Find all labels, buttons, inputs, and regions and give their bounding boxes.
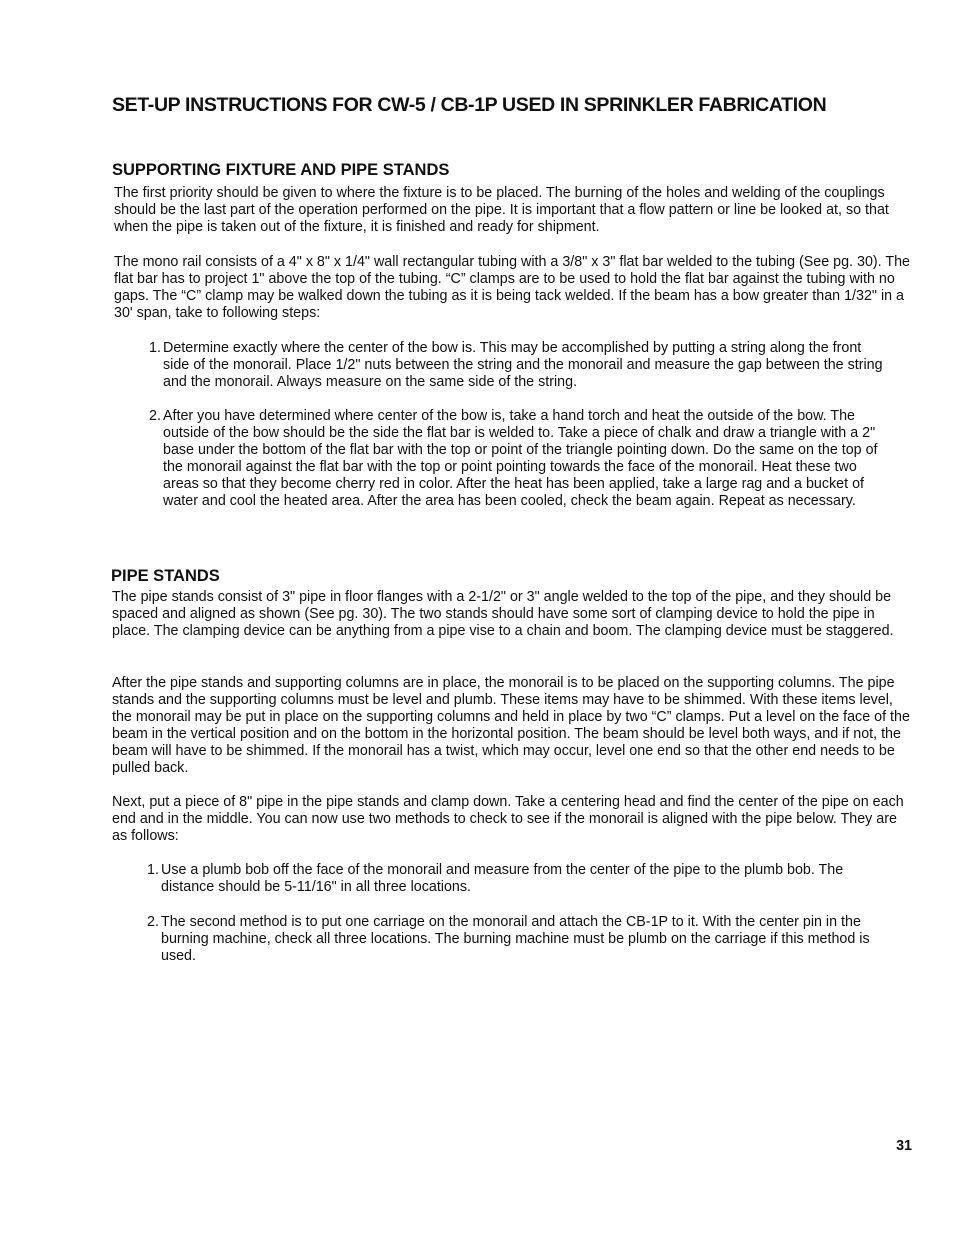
paragraph-pipe-stands-consist: The pipe stands consist of 3" pipe in floor flanges with a 2-1/2" or 3" angle welded to the top of the pipe, and they should be spaced and aligned as shown (See pg. 30). The two stands should have some sort of clamping device to hold the pipe in place. The clamping device can be anything from a pipe vise to a chain and boom. The clamping device must be staggered. bbox=[112, 589, 894, 640]
list-item-number: 1. bbox=[147, 862, 159, 878]
list-item-step-2-heat bbox=[149, 408, 887, 511]
list-item-text: After you have determined where center of the bow is, take a hand torch and heat the outside of the bow. The outside of the bow should be the side the flat bar is welded to. Take a piece of chalk and draw a triangle with a 2" base under the bottom of the flat bar with the top or point of the triangle pointing down. Do the same on the top of the monorail against the flat bar with the top or point pointing towards the face of the monorail. Heat these two areas so that they become cherry red in color. After the heat has been applied, take a large rag and a bucket of water and cool the heated area. After the area has been cooled, check the beam again. Repeat as necessary. bbox=[163, 408, 878, 510]
paragraph-next-8-inch-pipe: Next, put a piece of 8" pipe in the pipe stands and clamp down. Take a centering head and find the center of the pipe on each end and in the middle. You can now use two methods to check to see if the monorail is aligned with the pipe below. They are as follows: bbox=[112, 794, 904, 845]
list-item-step-1-bow bbox=[149, 340, 887, 391]
list-item-step-1-plumb-bob bbox=[147, 862, 891, 896]
page-title: SET-UP INSTRUCTIONS FOR CW-5 / CB-1P USED IN SPRINKLER FABRICATION bbox=[112, 94, 827, 116]
list-item-text: Determine exactly where the center of the bow is. This may be accomplished by putting a string along the front side of the monorail. Place 1/2" nuts between the string and the monorail and measure the gap between the string and the monorail. Always measure on the same side of the string. bbox=[163, 340, 883, 391]
list-item-step-2-carriage bbox=[147, 914, 879, 965]
list-item-number: 2. bbox=[149, 408, 161, 424]
page-number: 31 bbox=[896, 1138, 912, 1154]
list-item-number: 2. bbox=[147, 914, 159, 930]
list-item-text: Use a plumb bob off the face of the monorail and measure from the center of the pipe to the plumb bob. The distance should be 5-11/16" in all three locations. bbox=[161, 862, 844, 896]
section-heading-supporting-fixture: SUPPORTING FIXTURE AND PIPE STANDS bbox=[112, 161, 450, 179]
list-item-text: The second method is to put one carriage on the monorail and attach the CB-1P to it. With the center pin in the burning machine, check all three locations. The burning machine must be plumb on the carriage if this method is used. bbox=[161, 914, 870, 965]
section-heading-pipe-stands: PIPE STANDS bbox=[111, 567, 220, 585]
paragraph-after-pipe-stands: After the pipe stands and supporting columns are in place, the monorail is to be placed on the supporting columns. The pipe stands and the supporting columns must be level and plumb. These items may have to be shimmed. With these items level, the monorail may be put in place on the supporting columns and held in place by two “C” clamps. Put a level on the face of the beam in the vertical position and on the bottom in the horizontal position. The beam should be level both ways, and if not, the beam will have to be shimmed. If the monorail has a twist, which may occur, level one end so that the other end needs to be pulled back. bbox=[112, 675, 910, 777]
list-item-number: 1. bbox=[149, 340, 161, 356]
paragraph-first-priority: The first priority should be given to where the fixture is to be placed. The burning of the holes and welding of the couplings should be the last part of the operation performed on the pipe. It is important that a flow pattern or line be looked at, so that when the pipe is taken out of the fixture, it is finished and ready for shipment. bbox=[114, 185, 889, 236]
paragraph-mono-rail: The mono rail consists of a 4" x 8" x 1/4" wall rectangular tubing with a 3/8" x 3" flat bar welded to the tubing (See pg. 30). The flat bar has to project 1" above the top of the tubing. “C” clamps are to be used to hold the flat bar against the tubing with no gaps. The “C” clamp may be walked down the tubing as it is being tack welded. If the beam has a bow greater than 1/32" in a 30' span, take to following steps: bbox=[114, 254, 910, 322]
